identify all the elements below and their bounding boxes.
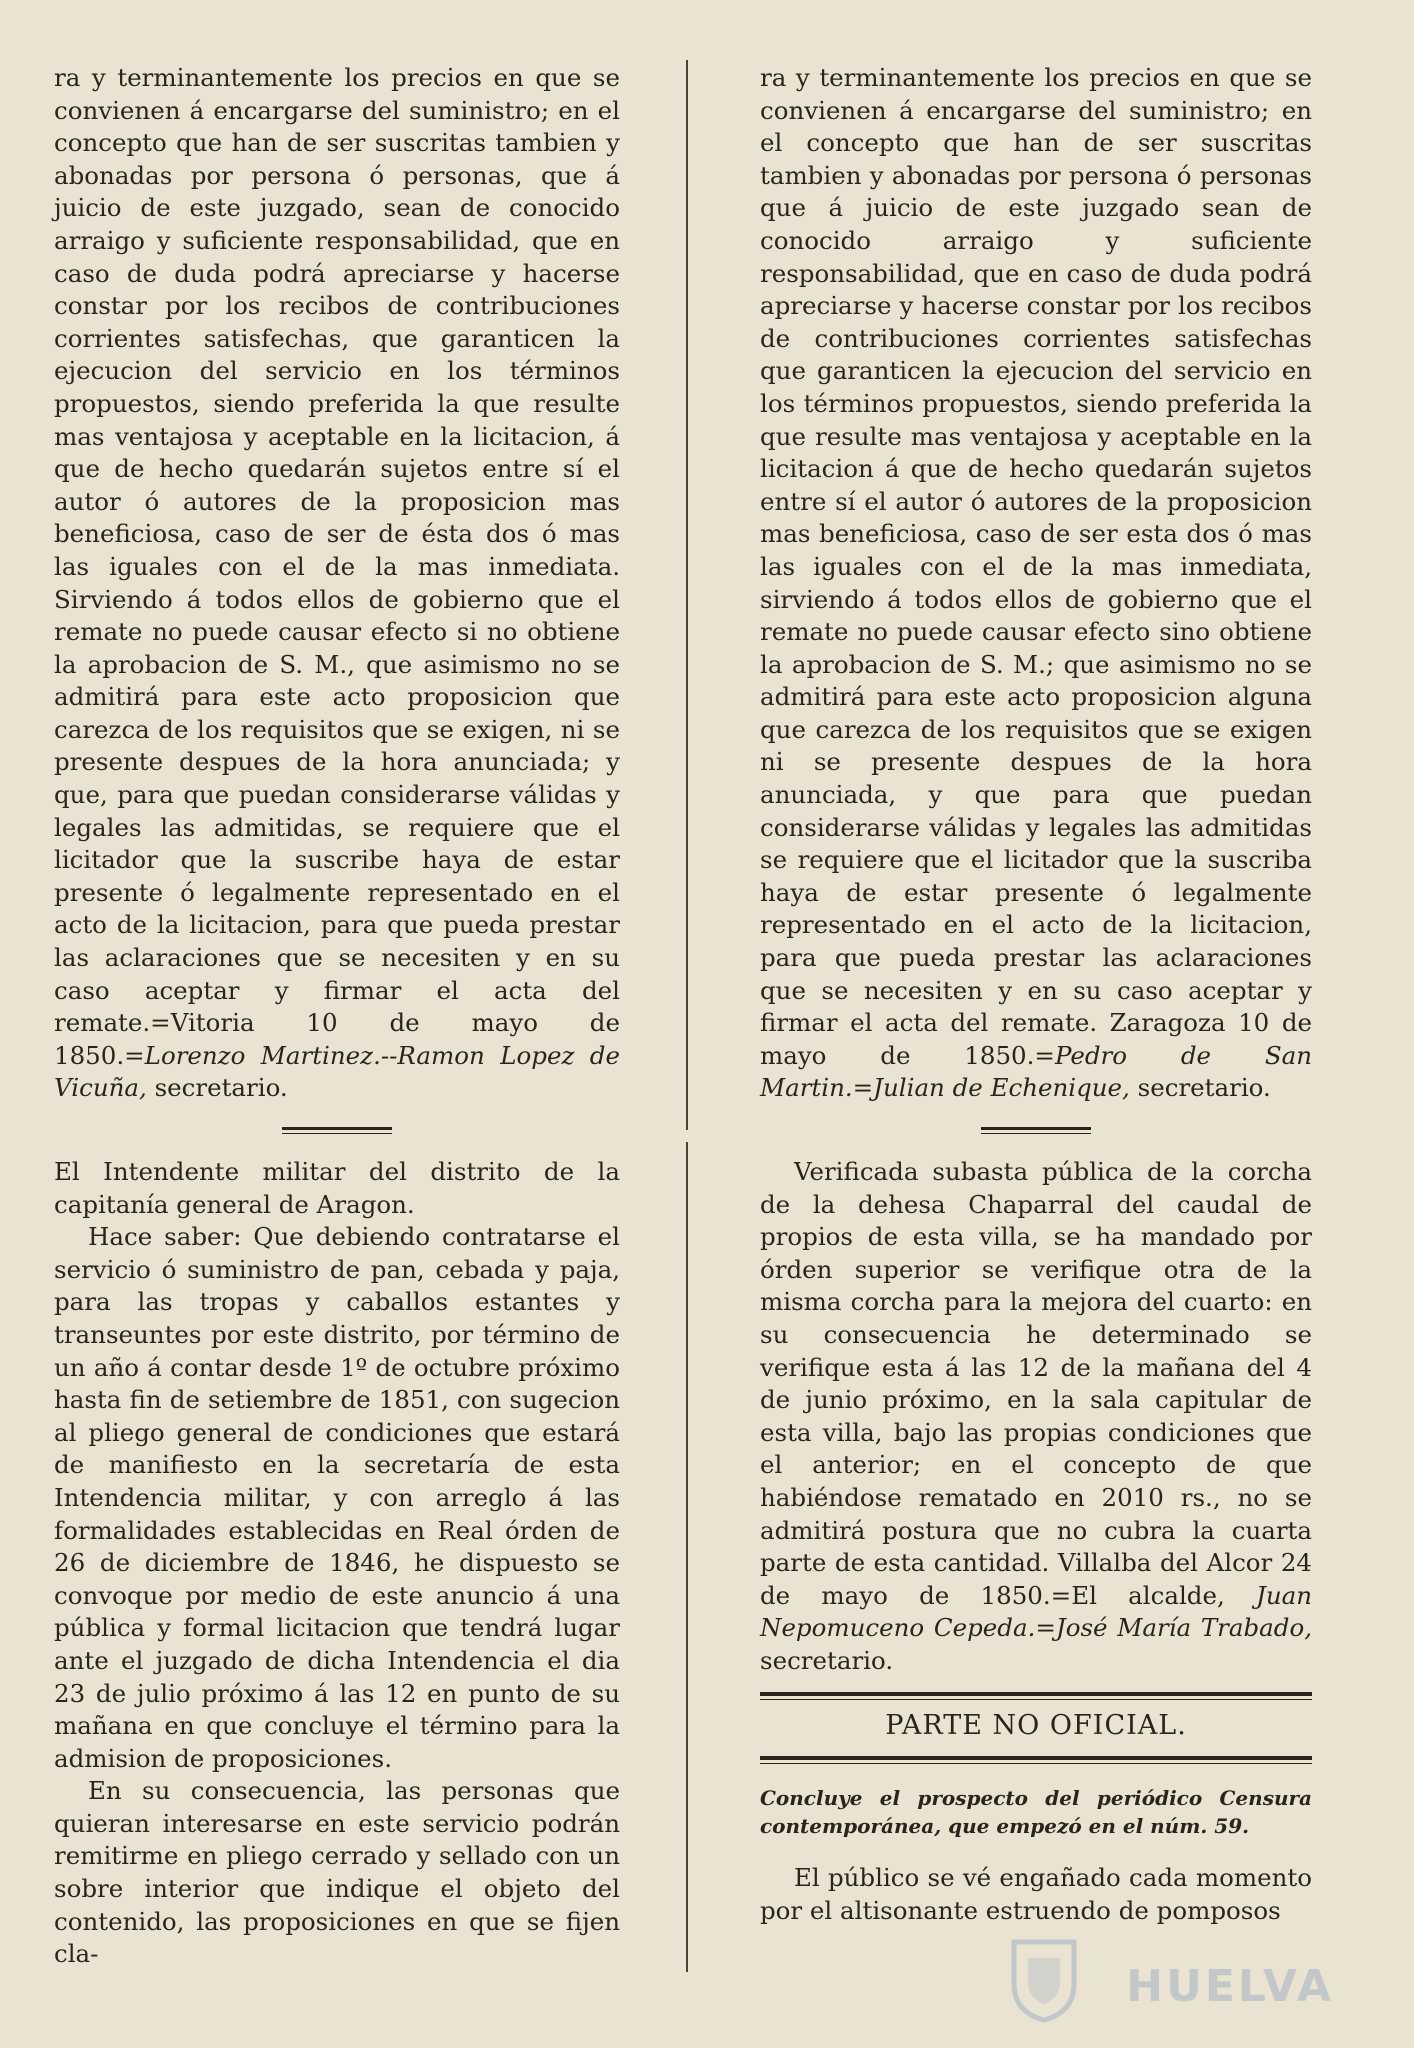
alcalde-role: secretario. <box>760 1645 894 1675</box>
section-rule-bottom <box>760 1756 1312 1764</box>
intendente-heading: El Intendente militar del distrito de la capitanía general de Aragon. <box>54 1157 620 1219</box>
left-column <box>54 62 620 1971</box>
right-notice-zaragoza: ra y terminantemente los precios en que se convienen á encargarse del suministro; en el concepto que han de ser suscritas tambien y abonadas por persona ó personas que á juicio de este juzgado sean de conocido arraigo y suficiente responsabilidad, que en caso de duda podrá apreciarse y hacerse constar por los recibos de contribuciones corrientes satisfechas que garanticen la ejecucion del servicio en los términos propuestos, siendo preferida la que resulte mas ventajosa y aceptable en la licitacion á que de hecho quedarán sujetos entre sí el autor ó autores de la proposicion mas beneficiosa, caso de ser esta dos ó mas las iguales con el de la mas inmediata, sirviendo á todos ellos de gobierno que el remate no puede causar efecto sino obtiene la aprobacion de S. M.; que asimismo no se admitirá para este acto proposicion alguna que carezca de los requisitos que se exigen ni se presente despues de la hora anunciada, y que para que puedan considerarse válidas y legales las admitidas se requiere que el licitador que la suscriba haya de estar presente ó legalmente representado en el acto de la licitacion, para que pueda prestar las aclaraciones que se necesiten y en su caso aceptar y firmar el acta del remate. Zaragoza 10 de mayo de 1850.=Pedro de San Martin.=Julian de Echenique, secretario. <box>760 63 1312 1103</box>
publico-paragraph: El público se vé engañado cada momento por el altisonante estruendo de pomposos <box>760 1863 1312 1925</box>
section-heading: PARTE NO OFICIAL. <box>885 1709 1187 1741</box>
section-rule-top <box>760 1692 1312 1700</box>
left-signers: Lorenzo Martinez.--Ramon Lopez de Vicuña, <box>54 1040 620 1103</box>
article-separator <box>981 1127 1091 1134</box>
right-signers: Pedro de San Martin.=Julian de Echenique, <box>760 1040 1312 1103</box>
column-divider-top <box>686 60 688 1130</box>
hace-saber-paragraph: Hace saber: Que debiendo contratarse el servicio ó suministro de pan, cebada y paja, para las tropas y caballos estantes y transeuntes por este distrito, por término de un año á contar desde 1º de octubre próximo hasta fin de setiembre de 1851, con sugecion al pliego general de condiciones que estará de manifiesto en la secretaría de esta Intendencia militar, y con arreglo á las formalidades establecidas en Real órden de 26 de diciembre de 1846, he dispuesto se convoque por medio de este anuncio á una pública y formal licitacion que tendrá lugar ante el juzgado de dicha Intendencia el dia 23 de julio próximo á las 12 en punto de su mañana en que concluye el término para la admision de proposiciones. <box>54 1222 620 1773</box>
subasta-corcha-paragraph: Verificada subasta pública de la corcha de la dehesa Chaparral del caudal de propios de esta villa, se ha mandado por órden superior se verifique otra de la misma corcha para la mejora del cuarto: en su consecuencia he determinado se verifique esta á las 12 de la mañana del 4 de junio próximo, en la sala capitular de esta villa, bajo las propias condiciones que el anterior; en el concepto de que habiéndose rematado en 2010 rs., no se admitirá postura que no cubra la cuarta parte de esta cantidad. Villalba del Alcor 24 de mayo de 1850.=El alcalde, Juan Nepomuceno Cepeda.=José María Trabado, secretario. <box>760 1157 1312 1675</box>
watermark-text: HUELVA <box>1126 1961 1334 2012</box>
library-seal-icon <box>1004 1934 1084 2024</box>
left-notice-vitoria: ra y terminantemente los precios en que se convienen á encargarse del suministro; en el concepto que han de ser suscritas tambien y abonadas por persona ó personas, que á juicio de este juzgado, sean de conocido arraigo y suficiente responsabilidad, que en caso de duda podrá apreciarse y hacerse constar por los recibos de contribuciones corrientes satisfechas, que garanticen la ejecucion del servicio en los términos propuestos, siendo preferida la que resulte mas ventajosa y aceptable en la licitacion, á que de hecho quedarán sujetos entre sí el autor ó autores de la proposicion mas beneficiosa, caso de ser de ésta dos ó mas las iguales con el de la mas inmediata. Sirviendo á todos ellos de gobierno que el remate no puede causar efecto si no obtiene la aprobacion de S. M., que asimismo no se admitirá para este acto proposicion que carezca de los requisitos que se exigen, ni se presente despues de la hora anunciada; y que, para que puedan considerarse válidas y legales las admitidas, se requiere que el licitador que la suscribe haya de estar presente ó legalmente representado en el acto de la licitacion, para que pueda prestar las aclaraciones que se necesiten y en su caso aceptar y firmar el acta del remate.=Vitoria 10 de mayo de 1850.=Lorenzo Martinez.--Ramon Lopez de Vicuña, secretario. <box>54 63 620 1103</box>
column-divider-bottom <box>686 1142 688 1972</box>
consecuencia-paragraph: En su consecuencia, las personas que quieran interesarse en este servicio podrán remitirme en pliego cerrado y sellado con un sobre interior que indique el objeto del contenido, las proposiciones en que se fijen cla- <box>54 1776 620 1969</box>
right-signer-role: secretario. <box>1129 1073 1271 1103</box>
right-column <box>760 62 1312 1927</box>
prospectus-note: Concluye el prospecto del periódico Censura contemporánea, que empezó en el núm. 59. <box>760 1786 1312 1839</box>
left-signer-role: secretario. <box>146 1073 288 1103</box>
alcalde-signers: Juan Nepomuceno Cepeda.=José María Trabado, <box>760 1580 1312 1643</box>
article-separator <box>282 1127 392 1134</box>
